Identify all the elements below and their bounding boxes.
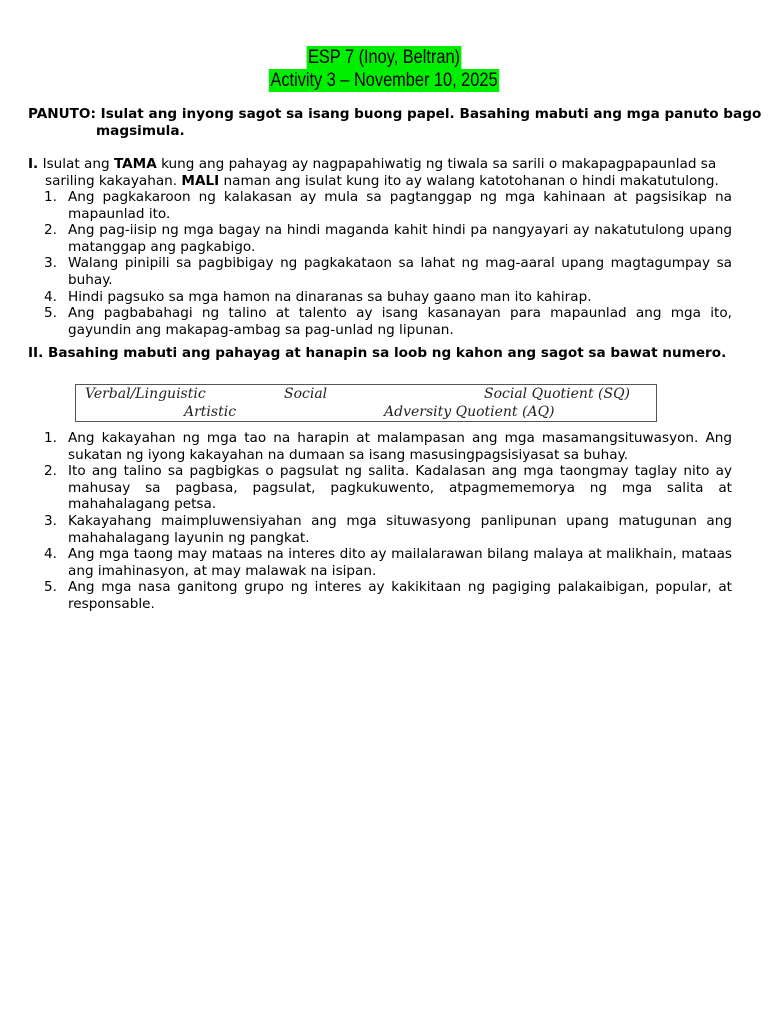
- section-1-list: [44, 189, 732, 338]
- item-number: 3.: [44, 512, 57, 529]
- item-number: 5.: [44, 305, 57, 322]
- item-text: Ang mga taong may mataas na interes dito ay mailalarawan bilang malaya at malikhain, mataas ang imahinasyon, at may malawak na isipan.: [68, 546, 732, 579]
- item-text: Ang pag-iisip ng mga bagay na hindi maganda kahit hindi pa nangyayari ay nakatutulong upang matanggap ang pagkabigo.: [68, 222, 732, 255]
- section-1-text-b: kung ang pahayag ay nagpapahiwatig ng tiwala sa sarili o makapagpapaunlad sa sariling kakayahan.: [45, 156, 717, 189]
- answer-choices-box: [75, 384, 657, 422]
- title-line-activity: Activity 3 – November 10, 2025: [270, 70, 498, 91]
- item-number: 3.: [44, 255, 57, 272]
- choice-verbal-linguistic: Verbal/Linguistic: [85, 386, 206, 402]
- section-2-instructions: II. Basahing mabuti ang pahayag at hanapin sa loob ng kahon ang sagot sa bawat numero.: [28, 345, 727, 361]
- item-text: Ang kakayahan ng mga tao na harapin at malampasan ang mga masamangsituwasyon. Ang sukatan ng iyong kakayahan na dumaan sa isang masusingpagsisiyasat sa buhay.: [68, 430, 732, 463]
- list-item: [44, 305, 732, 338]
- section-1-text-a: Isulat ang: [42, 156, 110, 172]
- list-item: [44, 222, 732, 255]
- choice-social: Social: [284, 386, 328, 402]
- section-1-numeral: I.: [28, 156, 39, 172]
- item-text: Kakayahang maimpluwensiyahan ang mga situwasyong panlipunan upang matugunan ang mahahalagang layunin ng pangkat.: [68, 512, 732, 546]
- item-text: Ito ang talino sa pagbigkas o pagsulat ng salita. Kadalasan ang mga taongmay taglay nito ay mahusay sa pagbasa, pagsulat, pagkukuwento, atpagmememorya ng mga salita at mahahalagang petsa.: [68, 463, 732, 513]
- list-item: [44, 463, 732, 513]
- title-line-subject: ESP 7 (Inoy, Beltran): [308, 47, 460, 68]
- list-item: [44, 579, 732, 612]
- item-number: 1.: [44, 189, 57, 205]
- list-item: [44, 513, 732, 546]
- keyword-tama: TAMA: [113, 156, 157, 172]
- choice-adversity-quotient: Adversity Quotient (AQ): [384, 404, 555, 420]
- item-number: 4.: [44, 546, 57, 563]
- item-number: 4.: [44, 288, 57, 305]
- item-text: Ang pagkakaroon ng kalakasan ay mula sa pagtanggap ng mga kahinaan at pagsisikap na mapaunlad ito.: [68, 189, 732, 222]
- item-number: 1.: [44, 430, 57, 446]
- list-item: [44, 255, 732, 288]
- list-item: [44, 289, 732, 306]
- choice-social-quotient: Social Quotient (SQ): [484, 386, 631, 402]
- item-number: 2.: [44, 222, 57, 239]
- section-1-instructions: [28, 156, 751, 189]
- item-text: Walang pinipili sa pagbibigay ng pagkakataon sa lahat ng mag-aaral upang magtagumpay sa buhay.: [68, 255, 732, 288]
- item-text: Ang mga nasa ganitong grupo ng interes ay kakikitaan ng pagiging palakaibigan, popular, at responsable.: [68, 579, 732, 612]
- item-text: Ang pagbabahagi ng talino at talento ay isang kasanayan para mapaunlad ang mga ito, gayundin ang makapag-ambag sa pag-unlad ng lipunan.: [68, 305, 732, 338]
- choice-artistic: Artistic: [184, 404, 237, 420]
- directions-text: PANUTO: Isulat ang inyong sagot sa isang buong papel. Basahing mabuti ang mga panuto bago magsimula.: [28, 106, 762, 139]
- list-item: [44, 430, 732, 463]
- item-text: Hindi pagsuko sa mga hamon na dinaranas sa buhay gaano man ito kahirap.: [68, 288, 592, 305]
- section-2-list: [44, 430, 732, 613]
- keyword-mali: MALI: [181, 172, 220, 189]
- item-number: 5.: [44, 579, 57, 596]
- section-1-text-c: naman ang isulat kung ito ay walang katotohanan o hindi makatutulong.: [223, 172, 719, 189]
- list-item: [44, 546, 732, 579]
- worksheet-title: [54, 46, 714, 92]
- list-item: [44, 189, 732, 222]
- item-number: 2.: [44, 463, 57, 480]
